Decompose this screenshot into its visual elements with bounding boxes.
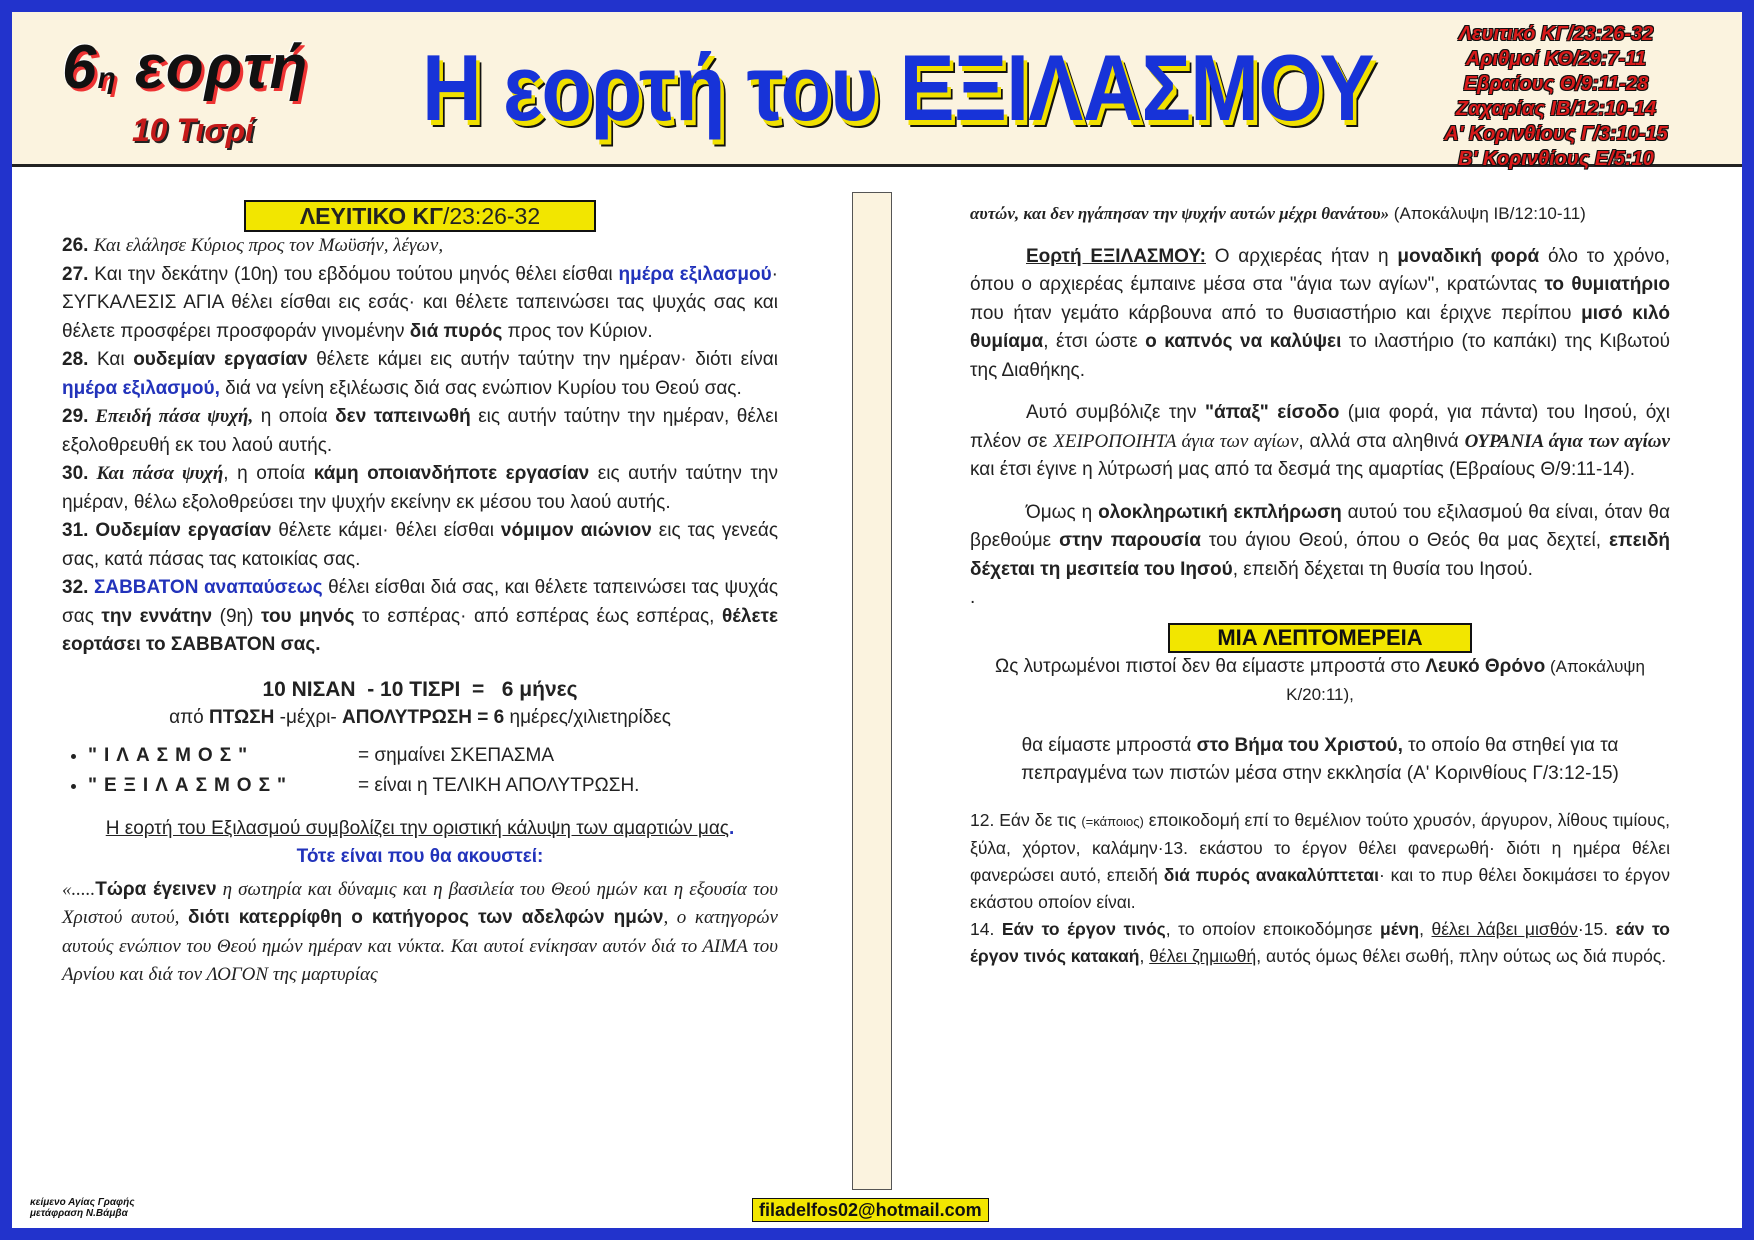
leviticus-heading	[244, 200, 596, 232]
quote-text: , ο κατηγορών αυτούς ενώπιον του Θεού ημών ημέραν και νύκτα. Και αυτοί ενίκησαν αυτόν διά το ΑΙΜΑ του Αρνίου και διά τον ΛΟΓΟΝ της μαρτυρίας	[62, 907, 778, 985]
dot-separator: .	[970, 587, 976, 608]
equation-days	[62, 704, 778, 733]
feast-number-suffix: η	[97, 62, 117, 95]
equation-bold: ΠΤΩΣΗ	[209, 707, 275, 728]
verse-bold: ουδεμίαν εργασίαν	[133, 349, 308, 370]
revelation-quote	[62, 876, 778, 990]
verse-28	[62, 346, 778, 403]
quote-reference: (Αποκάλυψη ΙΒ/12:10-11)	[1389, 204, 1586, 223]
verse-number: 31.	[62, 520, 89, 541]
verse-number: 27.	[62, 263, 89, 285]
verse-italic: Και πάσα ψυχή	[88, 463, 224, 484]
judgement-seat-note	[970, 732, 1670, 789]
definition-term: "ΕΞΙΛΑΣΜΟΣ"	[88, 774, 293, 796]
credit-line: κείμενο Αγίας Γραφής	[30, 1197, 135, 1208]
verse-text: Και την δεκάτην (10η) του εβδόμου τούτου μηνός θέλει είσθαι	[88, 263, 619, 285]
paragraph-text: 14.	[970, 918, 1002, 939]
verse-text: (9η)	[212, 605, 261, 627]
verse-number: 28.	[62, 349, 89, 370]
paragraph-text: · και το πυρ θέλει δοκιμάσει το έργον εκάστου οποίον είναι.	[970, 864, 1670, 912]
fulfillment-paragraph	[970, 499, 1670, 585]
paragraph-bold: επειδή δέχεται τη μεσιτεία του Ιησού	[970, 530, 1670, 580]
definition-text: = είναι η ΤΕΛΙΚΗ ΑΠΟΛΥΤΡΩΣΗ.	[358, 774, 640, 796]
equation-bold: ΑΠΟΛΥΤΡΩΣΗ	[342, 707, 472, 728]
verse-highlight: ημέρα εξιλασμού,	[62, 377, 220, 399]
detail-heading: ΜΙΑ ΛΕΠΤΟΜΕΡΕΙΑ	[1168, 623, 1472, 653]
verse-bold: θέλετε εορτάσει το ΣΑΒΒΑΤΟΝ σας.	[62, 605, 778, 655]
atonement-paragraph	[970, 243, 1670, 386]
paragraph-bold: διά πυρός ανακαλύπτεται	[1163, 864, 1379, 885]
scripture-references	[1396, 22, 1716, 172]
verse-bold: του μηνός	[261, 605, 355, 627]
verse-text: θέλετε κάμει· θέλει είσθαι	[271, 520, 501, 541]
verse-31	[62, 517, 778, 574]
verse-text: το εσπέρας· από εσπέρας έως εσπέρας,	[354, 605, 723, 627]
verse-text: Και	[88, 349, 134, 370]
paragraph-text: το οποίο θα στηθεί για τα πεπραγμένα των πιστών μέσα στην εκκλησία (Α' Κορινθίους Γ/3:12-15)	[1021, 734, 1619, 784]
verse-27	[62, 261, 778, 347]
paragraph-bold: Λευκό Θρόνο	[1425, 655, 1546, 677]
verse-text: προς τον Κύριον.	[502, 320, 653, 342]
verse-text: εις αυτήν ταύτην την ημέραν, θέλω εξολοθρεύσει την ψυχήν εκείνην εκ μέσου του λαού αυτής.	[62, 463, 778, 513]
paragraph-bold: μισό κιλό θυμίαμα	[970, 302, 1670, 352]
verse-text: θέλετε κάμει εις αυτήν ταύτην την ημέραν· διότι είναι	[307, 349, 778, 370]
reference-item: Εβραίους Θ/9:11-28	[1463, 73, 1649, 95]
reference-item: Λευιτικό ΚΓ/23:26-32	[1458, 23, 1654, 45]
verse-text: εις αυτήν ταύτην την ημέραν, θέλει εξολοθρευθή εκ του λαού αυτής.	[62, 406, 778, 456]
paragraph-bold: στο Βήμα του Χριστού,	[1196, 734, 1403, 756]
verse-text: · ΣΥΓΚΑΛΕΣΙΣ ΑΓΙΑ θέλει είσθαι εις εσάς· και θέλετε ταπεινώσει τας ψυχάς σας και θέλετε προσφέρει προσφοράν γινομένην	[62, 263, 778, 342]
paragraph-text: (μια φορά, για πάντα) του Ιησού, όχι πλέον σε	[970, 402, 1670, 452]
equation-bold: = 6	[472, 707, 505, 728]
paragraph-text: εποικοδομή επί το θεμέλιον τούτο χρυσόν, άργυρον, λίθους τιμίους, ξύλα, χόρτον, καλάμην·13. εκάστου το έργον θέλει φανερωθή· διότι η ημέρα θέλει φανερώσει αυτό, επειδή	[970, 809, 1670, 885]
verse-bold: νόμιμον αιώνιον	[500, 520, 652, 541]
verse-bold: Ουδεμίαν εργασίαν	[88, 520, 272, 541]
verse-bold: κάμη οποιανδήποτε εργασίαν	[313, 463, 590, 484]
paragraph-text: Ως λυτρωμένοι πιστοί δεν θα είμαστε μπροστά στο	[995, 655, 1426, 677]
paragraph-text: και έτσι έγινε η λύτρωσή μας από τα δεσμά της αμαρτίας (Εβραίους Θ/9:11-14).	[970, 459, 1636, 480]
reference-item: Αριθμοί ΚΘ/29:7-11	[1465, 48, 1647, 70]
quote-text: η σωτηρία και δύναμις και η βασιλεία του Θεού ημών και η εξουσία του Χριστού αυτού,	[62, 878, 778, 928]
definition-item	[88, 771, 778, 801]
equation-text: -μέχρι-	[274, 707, 343, 728]
definitions-list	[62, 741, 778, 801]
paragraph-text: Αυτό συμβόλιζε την	[1026, 402, 1205, 423]
paragraph-reference: (Αποκάλυψη Κ/20:11),	[1286, 656, 1645, 704]
verse-number: 29.	[62, 406, 89, 427]
verse-30	[62, 460, 778, 517]
quote-bold: διότι κατερρίφθη ο κατήγορος των αδελφών ημών	[187, 907, 664, 928]
paragraph-bold: μοναδική φορά	[1397, 245, 1540, 267]
paragraph-text: , έτσι ώστε	[1043, 331, 1146, 352]
leviticus-heading-main: ΛΕΥΙΤΙΚΟ ΚΓ	[299, 203, 443, 229]
verse-text: Και ελάλησε Κύριος προς τον Μωϋσήν, λέγων,	[93, 235, 444, 256]
verse-number: 30.	[62, 463, 89, 484]
verse-bold: την εννάτην	[101, 605, 213, 627]
header-banner	[12, 12, 1742, 170]
paragraph-text: Ο αρχιερέας ήταν η	[1206, 245, 1398, 267]
verse-text: εις τας γενεάς σας, κατά πάσας τας κατοικίας σας.	[62, 520, 778, 570]
verse-bold: διά πυρός	[409, 320, 503, 342]
verse-26	[62, 232, 778, 261]
quote-text: αυτών, και δεν ηγάπησαν την ψυχήν αυτών μέχρι θανάτου»	[970, 204, 1390, 223]
paragraph-italic: ΧΕΙΡΟΠΟΙΗΤΑ άγια των αγίων	[1053, 430, 1299, 452]
verse-highlight: ΣΑΒΒΑΤΟΝ αναπαύσεως	[88, 577, 323, 598]
feast-number-digit: 6	[62, 33, 98, 102]
paragraph-title: Εορτή ΕΞΙΛΑΣΜΟΥ:	[1026, 245, 1206, 267]
paragraph-bold: Εάν το έργον τινός	[1001, 918, 1166, 939]
symbolism-highlight: . Τότε είναι που θα ακουστεί:	[296, 817, 735, 867]
paragraph-text: που ήταν γεμάτο κάρβουνα από το θυσιαστήριο και έριχνε περίπου	[970, 302, 1582, 324]
white-throne-note	[970, 653, 1670, 710]
feast-word: εορτή	[116, 33, 309, 102]
paragraph-text: 12. Εάν δε τις	[970, 809, 1082, 830]
quote-bold: Τώρα έγεινεν	[95, 878, 217, 900]
paragraph-text: , αυτός όμως θέλει σωθή, πλην ούτως ως διά πυρός.	[1256, 945, 1667, 966]
paragraph-underlined: θέλει ζημιωθή	[1149, 945, 1257, 966]
translation-credit	[30, 1197, 135, 1219]
paragraph-text: ·15.	[1577, 918, 1616, 939]
definition-text: = σημαίνει ΣΚΕΠΑΣΜΑ	[358, 744, 555, 766]
definition-term: "ΙΛΑΣΜΟΣ"	[88, 744, 255, 766]
definition-item	[88, 741, 778, 771]
paragraph-text: , το οποίον εποικοδόμησε	[1165, 918, 1381, 939]
right-column	[970, 200, 1670, 970]
leviticus-heading-ref: /23:26-32	[442, 203, 541, 229]
paragraph-italic: ΟΥΡΑΝΙΑ άγια των αγίων	[1464, 430, 1670, 452]
paragraph-text: θα είμαστε μπροστά	[1021, 734, 1197, 756]
quote-text: «.....	[62, 878, 96, 900]
verse-highlight: ημέρα εξιλασμού	[618, 263, 772, 285]
paragraph-bold: το θυμιατήριο	[1544, 274, 1670, 295]
corinthians-14-15	[970, 916, 1670, 970]
equation-text: ημέρες/χιλιετηρίδες	[504, 707, 671, 728]
paragraph-bold: στην παρουσία	[1059, 530, 1201, 551]
symbolism-paragraph	[62, 815, 778, 872]
verse-text: , η οποία	[223, 463, 314, 484]
paragraph-text: Όμως η	[1026, 501, 1099, 523]
verse-number: 26.	[62, 235, 89, 256]
equation-months: 10 ΝΙΣΑΝ - 10 ΤΙΣΡΙ = 6 μήνες	[262, 677, 578, 701]
paragraph-text: το ιλαστήριο (το καπάκι) της Κιβωτού της Διαθήκης.	[970, 331, 1670, 381]
paragraph-text: όλο το χρόνο, όπου ο αρχιερέας έμπαινε μέσα στα "άγια των αγίων", κρατώντας	[970, 245, 1671, 295]
verse-text: η οποία	[253, 406, 336, 427]
paragraph-text: αυτού του εξιλασμού θα είναι, όταν θα βρεθούμε	[970, 501, 1670, 551]
column-divider	[852, 192, 892, 1190]
feast-date: 10 Τισρί	[132, 112, 254, 148]
credit-line: μετάφραση Ν.Βάμβα	[30, 1208, 128, 1219]
paragraph-text: του άγιου Θεού, όπου ο Θεός θα μας δεχτεί,	[1200, 530, 1609, 551]
symbolism-underlined: Η εορτή του Εξιλασμού συμβολίζει την οριστική κάλυψη των αμαρτιών μας	[105, 817, 729, 839]
paragraph-text: , επειδή δέχεται τη θυσία του Ιησού.	[1232, 558, 1533, 580]
paragraph-bold: μένη	[1380, 918, 1420, 939]
paragraph-text: , αλλά στα αληθινά	[1298, 430, 1465, 452]
verse-text: θέλει είσθαι διά σας, και θέλετε ταπεινώσει τας ψυχάς σας	[62, 577, 778, 627]
reference-item: Α' Κορινθίους Γ/3:10-15	[1444, 123, 1668, 145]
reference-item: Ζαχαρίας ΙΒ/12:10-14	[1455, 98, 1657, 120]
verse-bold: δεν ταπεινωθή	[335, 406, 471, 427]
revelation-quote-continued	[970, 200, 1670, 229]
verse-text: διά να γείνη εξιλέωσις διά σας ενώπιον Κυρίου του Θεού σας.	[219, 377, 742, 399]
feast-number	[62, 32, 308, 103]
paragraph-text: ,	[1139, 945, 1150, 966]
paragraph-bold: εάν το έργον τινός κατακαή	[970, 918, 1670, 966]
corinthians-12-13	[970, 807, 1670, 916]
verse-29	[62, 403, 778, 460]
left-column	[62, 200, 778, 990]
paragraph-bold: ο καπνός να καλύψει	[1145, 331, 1342, 352]
verse-32	[62, 574, 778, 660]
page-title: Η εορτή του ΕΞΙΛΑΣΜΟΥ	[422, 35, 1374, 140]
page	[12, 12, 1742, 1228]
equation-text: από	[169, 707, 210, 728]
paragraph-underlined: θέλει λάβει μισθόν	[1431, 918, 1578, 939]
symbolism-paragraph-right	[970, 399, 1670, 485]
contact-email[interactable]: filadelfos02@hotmail.com	[752, 1198, 989, 1222]
paragraph-text: ,	[1419, 918, 1432, 939]
paragraph-note: (=κάποιος)	[1081, 813, 1144, 829]
reference-item: Β' Κορινθίους Ε/5:10	[1458, 148, 1654, 170]
paragraph-bold: "άπαξ" είσοδο	[1204, 402, 1340, 423]
verse-number: 32.	[62, 577, 89, 598]
paragraph-bold: ολοκληρωτική εκπλήρωση	[1098, 501, 1342, 523]
verse-italic: Επειδή πάσα ψυχή,	[88, 406, 254, 427]
